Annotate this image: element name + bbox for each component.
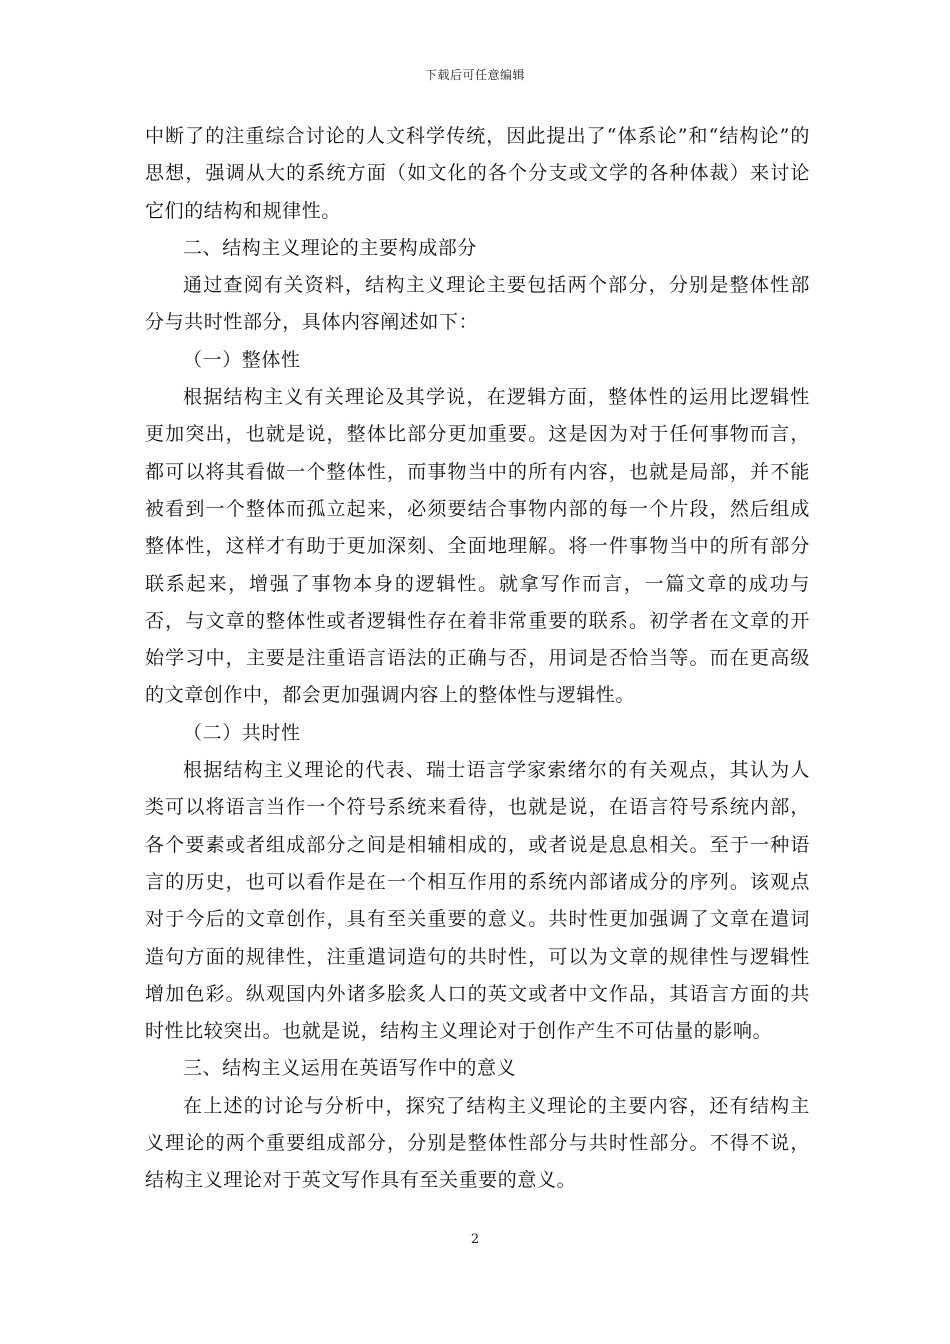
section-heading: 二、结构主义理论的主要构成部分	[183, 236, 478, 259]
page-header: 下载后可任意编辑	[424, 68, 525, 82]
document-body	[145, 118, 810, 1200]
body-paragraph: 通过查阅有关资料，结构主义理论主要包括两个部分，分别是整体性部分与共时性部分，具体内容阐述如下：	[145, 274, 810, 334]
section-heading: 三、结构主义运用在英语写作中的意义	[183, 1057, 517, 1080]
body-paragraph: 根据结构主义有关理论及其学说，在逻辑方面，整体性的运用比逻辑性更加突出，也就是说，整体比部分更加重要。这是因为对于任何事物而言，都可以将其看做一个整体性，而事物当中的所有内容，也就是局部，并不能被看到一个整体而孤立起来，必须要结合事物内部的每一个片段，然后组成整体性，这样才有助于更加深刻、全面地理解。将一件事物当中的所有部分联系起来，增强了事物本身的逻辑性。就拿写作而言，一篇文章的成功与否，与文章的整体性或者逻辑性存在着非常重要的联系。初学者在文章的开始学习中，主要是注重语言语法的正确与否，用词是否恰当等。而在更高级的文章创作中，都会更加强调内容上的整体性与逻辑性。	[145, 386, 810, 707]
body-paragraph: 根据结构主义理论的代表、瑞士语言学家索绪尔的有关观点，其认为人类可以将语言当作一个符号系统来看待，也就是说，在语言符号系统内部，各个要素或者组成部分之间是相辅相成的，或者说是息息相关。至于一种语言的历史，也可以看作是在一个相互作用的系统内部诸成分的序列。该观点对于今后的文章创作，具有至关重要的意义。共时性更加强调了文章在遣词造句方面的规律性，注重遣词造句的共时性，可以为文章的规律性与逻辑性增加色彩。纵观国内外诸多脍炙人口的英文或者中文作品，其语言方面的共时性比较突出。也就是说，结构主义理论对于创作产生不可估量的影响。	[145, 759, 810, 1043]
subsection-heading: （二）共时性	[183, 721, 301, 744]
body-paragraph: 中断了的注重综合讨论的人文科学传统，因此提出了“体系论”和“结构论”的思想，强调从大的系统方面（如文化的各个分支或文学的各种体裁）来讨论它们的结构和规律性。	[145, 125, 810, 222]
subsection-heading: （一）整体性	[183, 348, 301, 371]
body-paragraph: 在上述的讨论与分析中，探究了结构主义理论的主要内容，还有结构主义理论的两个重要组成部分，分别是整体性部分与共时性部分。不得不说，结构主义理论对于英文写作具有至关重要的意义。	[145, 1094, 810, 1192]
page-number: 2	[470, 1232, 480, 1247]
